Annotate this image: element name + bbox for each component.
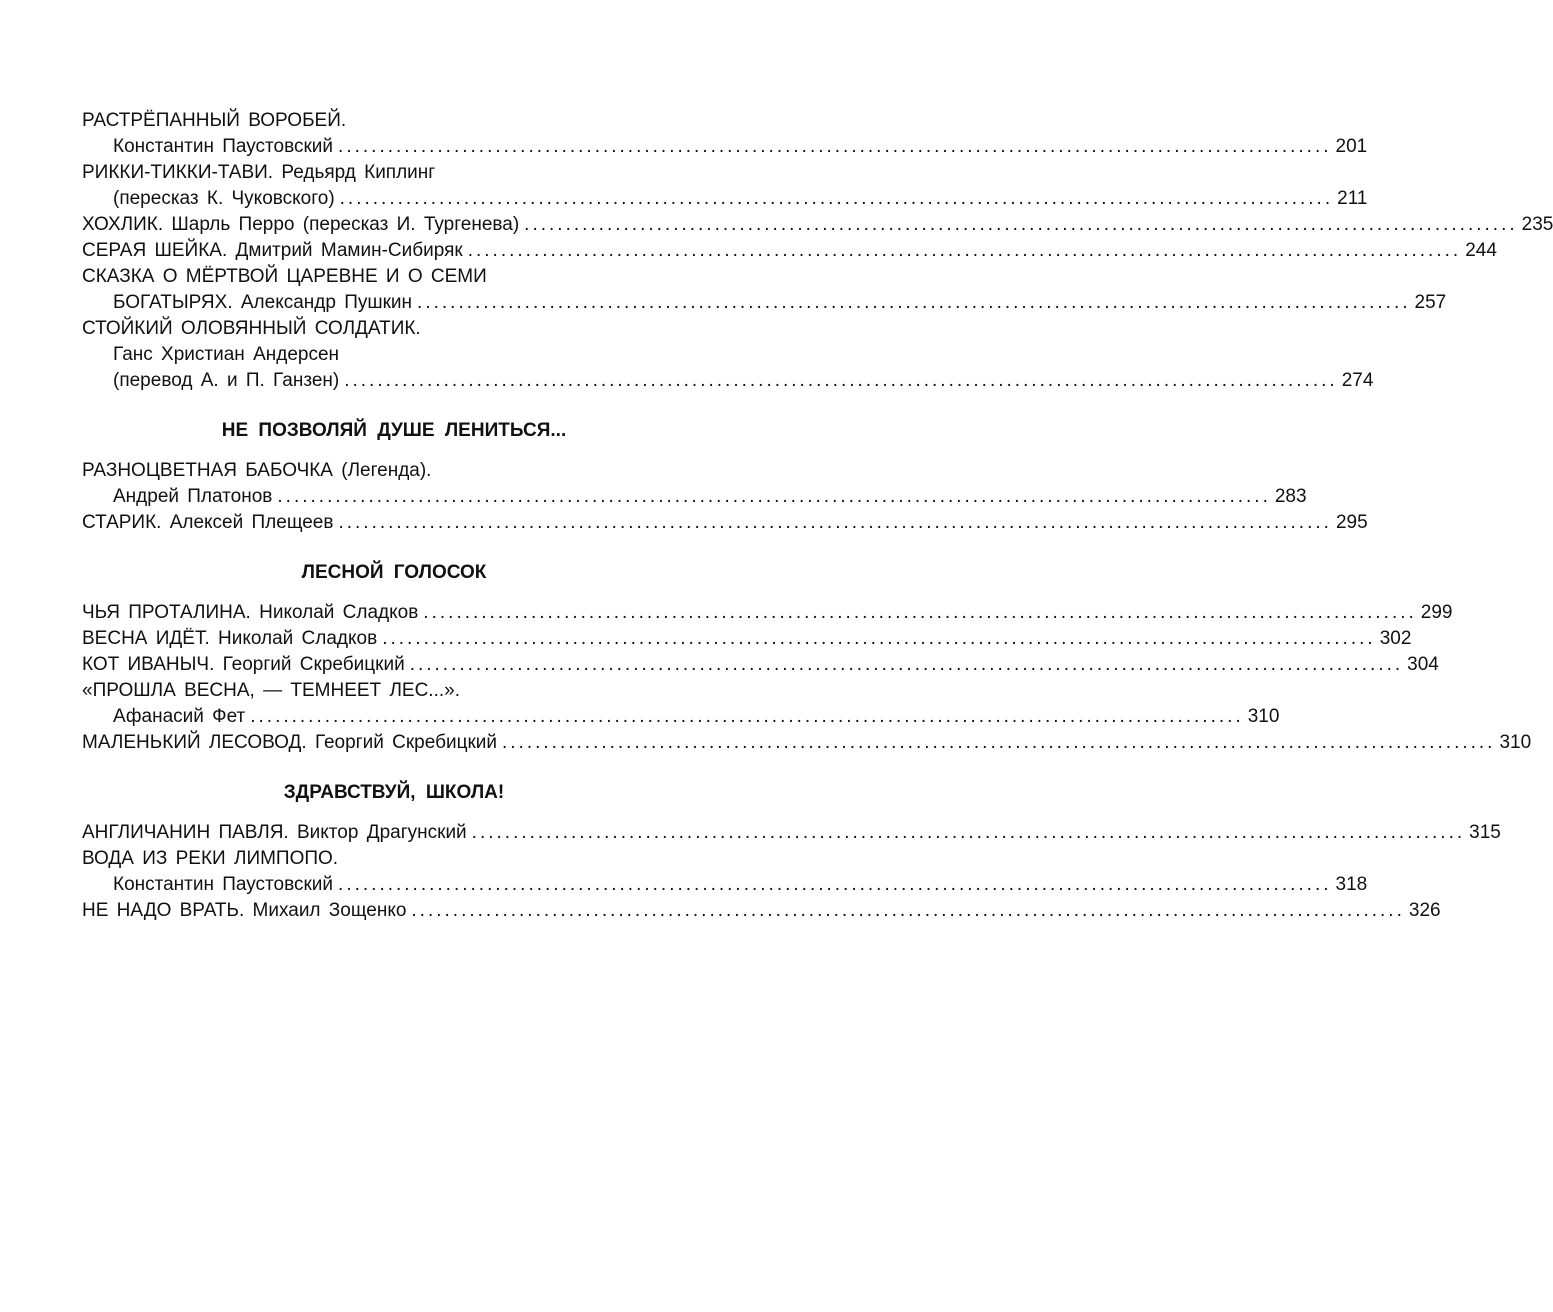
toc-entry-title: (пересказ К. Чуковского) [113, 188, 335, 209]
toc-page-number: 326 [1408, 900, 1441, 921]
toc-page-number: 201 [1335, 136, 1368, 157]
toc-entry-title: МАЛЕНЬКИЙ ЛЕСОВОД. Георгий Скребицкий [82, 732, 497, 753]
toc-page-number: 315 [1469, 822, 1501, 843]
toc-entry-title: РАЗНОЦВЕТНАЯ БАБОЧКА (Легенда). [82, 460, 432, 481]
toc-entry-title: СТАРИК. Алексей Плещеев [82, 512, 334, 533]
dot-leader: ........................................................................................................................ [467, 240, 1462, 261]
toc-page-number: 310 [1247, 706, 1280, 727]
toc-entry-title: «ПРОШЛА ВЕСНА, — ТЕМНЕЕТ ЛЕС...». [82, 680, 460, 701]
toc-page-number: 302 [1379, 628, 1412, 649]
toc-entry [82, 264, 706, 290]
table-of-contents [82, 108, 1553, 924]
toc-entry-title: ВОДА ИЗ РЕКИ ЛИМПОПО. [82, 848, 339, 869]
toc-entry [82, 134, 1368, 160]
toc-page-number: 295 [1335, 512, 1368, 533]
toc-entry [82, 160, 706, 186]
toc-entry-title: СКАЗКА О МЁРТВОЙ ЦАРЕВНЕ И О СЕМИ [82, 266, 487, 287]
toc-entry-title: Ганс Христиан Андерсен [113, 344, 340, 365]
toc-entry [82, 186, 1368, 212]
toc-entry-title: Андрей Платонов [113, 486, 273, 507]
toc-entry [82, 458, 706, 484]
toc-entry [82, 652, 1439, 678]
toc-entry-title: ЧЬЯ ПРОТАЛИНА. Николай Сладков [82, 602, 419, 623]
toc-entry-title: Константин Паустовский [113, 136, 334, 157]
toc-entry-title: КОТ ИВАНЫЧ. Георгий Скребицкий [82, 654, 405, 675]
toc-entry [82, 846, 706, 872]
dot-leader: ........................................................................................................................ [339, 188, 1334, 209]
toc-entry-title: ХОХЛИК. Шарль Перро (пересказ И. Тургенева) [82, 214, 520, 235]
toc-entry [82, 678, 706, 704]
toc-entry [82, 316, 706, 342]
toc-entry-title: СЕРАЯ ШЕЙКА. Дмитрий Мамин-Сибиряк [82, 240, 463, 261]
toc-entry-title: СТОЙКИЙ ОЛОВЯННЫЙ СОЛДАТИК. [82, 318, 421, 339]
toc-page-number: 211 [1337, 188, 1368, 209]
toc-page-number: 235 [1521, 214, 1553, 235]
toc-page-number: 283 [1274, 486, 1307, 507]
section-title: НЕ ПОЗВОЛЯЙ ДУШЕ ЛЕНИТЬСЯ... [221, 420, 567, 441]
dot-leader: ........................................................................................................................ [524, 214, 1518, 235]
toc-entry-title: РАСТРЁПАННЫЙ ВОРОБЕЙ. [82, 110, 347, 131]
toc-entry [82, 238, 1497, 264]
toc-entry [82, 108, 706, 134]
toc-entry [82, 820, 1501, 846]
toc-entry [82, 704, 1280, 730]
toc-entry [82, 212, 1553, 238]
dot-leader: ........................................................................................................................ [409, 654, 1404, 675]
toc-entry [82, 290, 1447, 316]
toc-entry [82, 898, 1441, 924]
dot-leader: ........................................................................................................................ [411, 900, 1405, 921]
toc-page-number: 304 [1407, 654, 1439, 675]
toc-entry [82, 484, 1307, 510]
toc-entry-title: Константин Паустовский [113, 874, 334, 895]
section-title: ЗДРАВСТВУЙ, ШКОЛА! [283, 782, 505, 803]
toc-page-number: 310 [1499, 732, 1532, 753]
toc-page-number: 318 [1335, 874, 1368, 895]
dot-leader: ........................................................................................................................ [338, 874, 1332, 895]
section-title: ЛЕСНОЙ ГОЛОСОК [301, 562, 487, 583]
toc-entry-title: РИККИ-ТИККИ-ТАВИ. Редьярд Киплинг [82, 162, 436, 183]
toc-entry-title: АНГЛИЧАНИН ПАВЛЯ. Виктор Драгунский [82, 822, 467, 843]
toc-entry-title: (перевод А. и П. Ганзен) [113, 370, 340, 391]
toc-page-number: 257 [1414, 292, 1447, 313]
toc-entry [82, 342, 706, 368]
dot-leader: ........................................................................................................................ [338, 512, 1332, 533]
dot-leader: ........................................................................................................................ [344, 370, 1338, 391]
dot-leader: ........................................................................................................................ [277, 486, 1271, 507]
toc-page-number: 299 [1420, 602, 1453, 623]
dot-leader: ........................................................................................................................ [250, 706, 1244, 727]
toc-entry [82, 730, 1532, 756]
toc-page-number: 274 [1341, 370, 1374, 391]
toc-entry [82, 626, 1412, 652]
dot-leader: ........................................................................................................................ [423, 602, 1417, 623]
toc-entry-title: ВЕСНА ИДЁТ. Николай Сладков [82, 628, 378, 649]
toc-entry [82, 368, 1374, 394]
toc-entry [82, 600, 1453, 626]
dot-leader: ........................................................................................................................ [417, 292, 1411, 313]
toc-entry-title: Афанасий Фет [113, 706, 246, 727]
toc-entry [82, 510, 1368, 536]
dot-leader: ........................................................................................................................ [471, 822, 1466, 843]
dot-leader: ........................................................................................................................ [382, 628, 1376, 649]
dot-leader: ........................................................................................................................ [338, 136, 1332, 157]
dot-leader: ........................................................................................................................ [502, 732, 1496, 753]
toc-entry-title: БОГАТЫРЯХ. Александр Пушкин [113, 292, 413, 313]
toc-page-number: 244 [1465, 240, 1497, 261]
toc-entry-title: НЕ НАДО ВРАТЬ. Михаил Зощенко [82, 900, 407, 921]
toc-entry [82, 872, 1368, 898]
